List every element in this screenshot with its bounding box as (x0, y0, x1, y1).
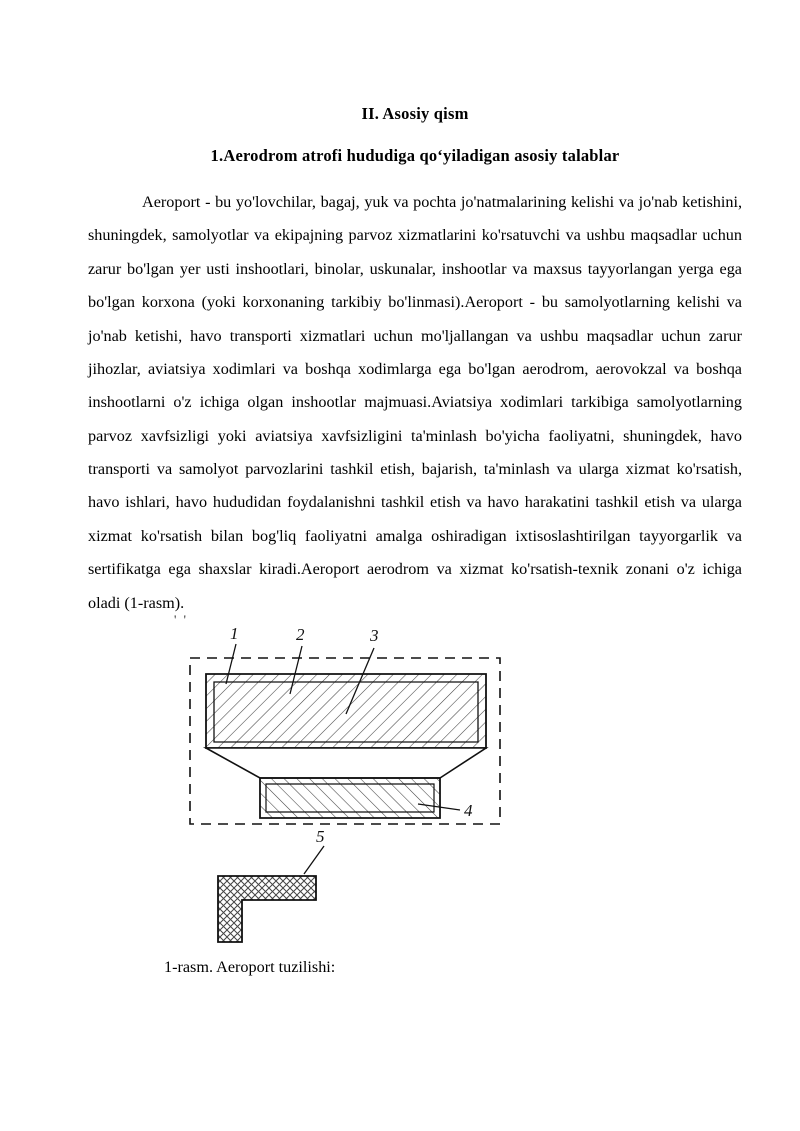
figure-label-5: 5 (316, 826, 325, 846)
figure-label-1: 1 (230, 623, 239, 643)
airport-structure-diagram (178, 622, 608, 952)
figure-caption: 1-rasm. Aeroport tuzilishi: (164, 957, 336, 976)
section-heading: 1.Aerodrom atrofi hududiga qo‘yiladigan asosiy talablar (210, 146, 620, 165)
stray-pen-mark: ' ' (174, 611, 188, 627)
body-paragraph: Aeroport - bu yo'lovchilar, bagaj, yuk va pochta jo'natmalarining kelishi va jo'nab ketishini, shuningdek, samolyotlar va ekipajning parvoz xizmatlarini ko'rsatuvchi va ushbu maqsadlar uchun zarur bo'lgan yer usti inshootlari, binolar, uskunalar, inshootlar va maxsus tayyorlangan yerga ega bo'lgan korxona (yoki korxonaning tarkibiy bo'linmasi).Aeroport - bu samolyotlarning kelishi va jo'nab ketishi, havo transporti xizmatlari uchun mo'ljallangan va ushbu maqsadlar uchun zarur jihozlar, aviatsiya xodimlari va boshqa xodimlarga ega bo'lgan aerodrom, aerovokzal va boshqa inshootlarni o'z ichiga olgan inshootlar majmuasi.Aviatsiya xodimlari tarkibiga samolyotlarning parvoz xavfsizligi yoki aviatsiya xavfsizligini ta'minlash bo'yicha faoliyatni, shuningdek, havo transporti va samolyot parvozlarini tashkil etish, bajarish, ta'minlash va ularga xizmat ko'rsatish, havo ishlari, havo hududidan foydalanishni tashkil etish va havo harakatini tashkil etish va ularga xizmat ko'rsatish bilan bog'liq faoliyatni amalga oshiradigan ixtisoslashtirilgan tayyorgarlik va sertifikatga ega shaxslar kiradi.Aeroport aerodrom va xizmat ko'rsatish-texnik zonani o'z ichiga oladi (1-rasm). (88, 193, 742, 612)
apron-transition (206, 748, 486, 778)
document-content (88, 104, 742, 977)
figure-1 (88, 611, 742, 952)
page-title: II. Asosiy qism (361, 104, 469, 123)
access-road-element (218, 876, 316, 942)
leader-line-5 (304, 846, 324, 874)
runway-block (206, 674, 486, 748)
figure-label-3: 3 (370, 625, 379, 645)
figure-label-4: 4 (464, 800, 473, 820)
figure-label-2: 2 (296, 624, 305, 644)
